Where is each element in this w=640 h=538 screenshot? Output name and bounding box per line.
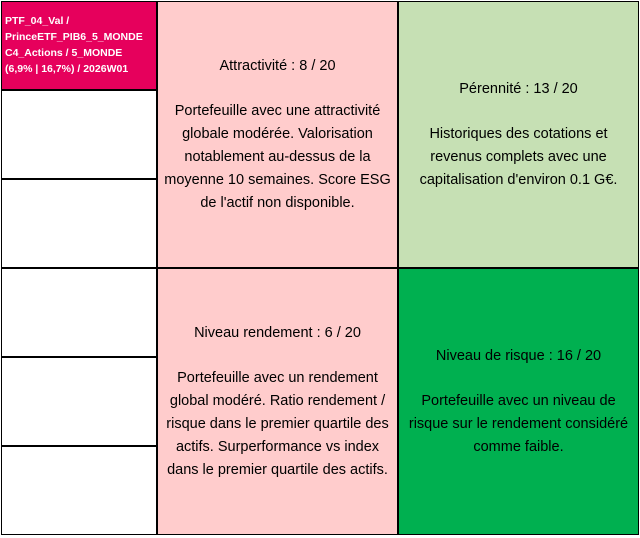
attractivite-block	[157, 1, 398, 268]
empty-cell	[1, 446, 157, 535]
rendement-description: Portefeuille avec un rendement global modéré. Ratio rendement / risque dans le premier quartile des actifs. Surperformance vs index dans le premier quartile des actifs.	[166, 369, 389, 478]
portfolio-title: PTF_04_Val / PrinceETF_PIB6_5_MONDE C4_Actions / 5_MONDE (6,9% | 16,7%) / 2026W01	[1, 1, 157, 90]
risque-description: Portefeuille avec un niveau de risque sur le rendement considéré comme faible.	[408, 392, 629, 455]
empty-cell	[1, 268, 157, 357]
empty-cell	[1, 179, 157, 268]
attractivite-heading: Attractivité : 8 / 20	[219, 57, 336, 74]
attractivite-description: Portefeuille avec une attractivité globale modérée. Valorisation notablement au-dessus de la moyenne 10 semaines. Score ESG de l'actif non disponible.	[164, 102, 391, 211]
rendement-heading: Niveau rendement : 6 / 20	[194, 324, 361, 341]
perennite-description: Historiques des cotations et revenus complets avec une capitalisation d'environ 0.1 G€.	[419, 125, 618, 188]
rendement-block	[157, 268, 398, 535]
empty-cell	[1, 357, 157, 446]
perennite-heading: Pérennité : 13 / 20	[459, 80, 578, 97]
empty-cell	[1, 90, 157, 179]
risque-heading: Niveau de risque : 16 / 20	[435, 347, 602, 364]
risque-block	[398, 268, 639, 535]
perennite-block	[398, 1, 639, 268]
